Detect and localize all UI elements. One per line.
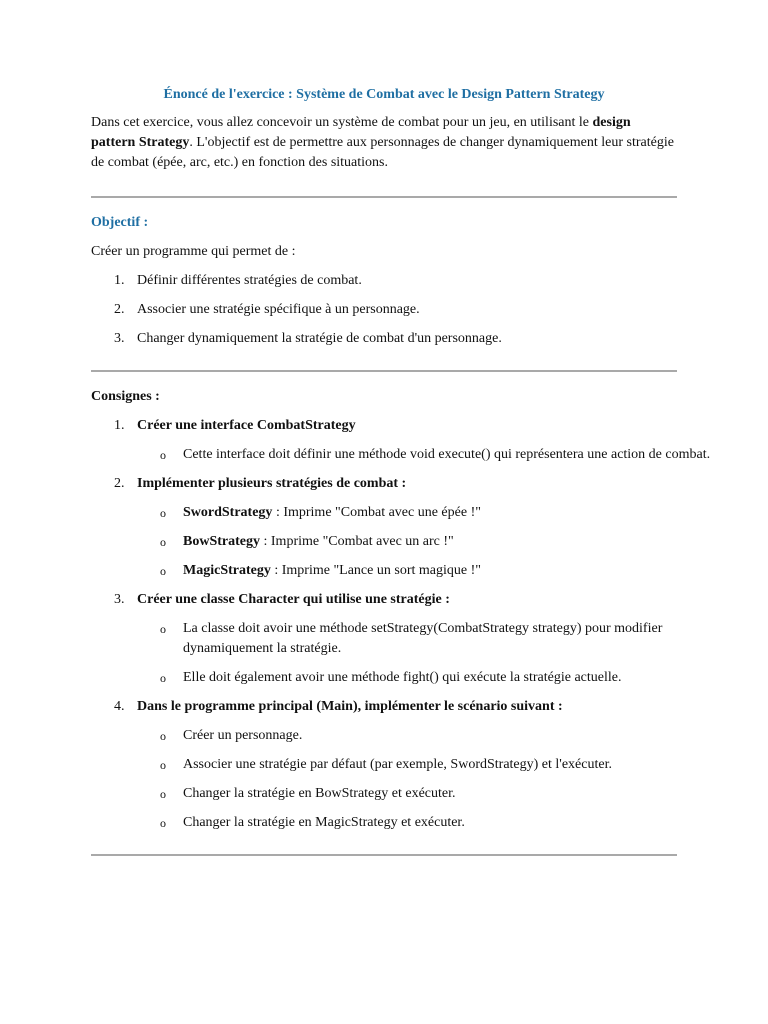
sub-item	[91, 445, 723, 465]
sub-list	[137, 445, 711, 465]
sub-list	[137, 503, 677, 581]
consigne-step	[91, 590, 677, 688]
circle-bullet-icon: o	[160, 787, 166, 801]
sub-list	[137, 726, 677, 833]
objectif-item-text: Changer dynamiquement la stratégie de combat d'un personnage.	[137, 331, 502, 346]
circle-bullet-icon: o	[160, 448, 166, 462]
document-title: Énoncé de l'exercice : Système de Combat avec le Design Pattern Strategy	[163, 87, 605, 102]
consigne-step	[91, 474, 677, 581]
consigne-step	[91, 697, 677, 833]
sub-item	[91, 726, 723, 746]
list-number: 2.	[114, 302, 125, 317]
consigne-step-title: Créer une interface CombatStrategy	[137, 418, 356, 433]
objectif-lead: Créer un programme qui permet de :	[91, 244, 296, 259]
list-number: 4.	[114, 699, 125, 714]
list-number: 3.	[114, 331, 125, 346]
sub-item-text: Créer un personnage.	[183, 728, 303, 743]
sub-item	[91, 813, 723, 833]
document-content	[91, 85, 711, 856]
sub-item	[91, 619, 723, 659]
list-number: 1.	[114, 273, 125, 288]
intro-bold-term: design pattern Strategy	[91, 115, 631, 150]
sub-item	[91, 755, 723, 775]
sub-item	[91, 532, 723, 552]
intro-text-start: Dans cet exercice, vous allez concevoir un système de combat pour un jeu, en utilisant le	[91, 115, 593, 130]
objectif-list	[91, 271, 677, 349]
horizontal-rule	[91, 854, 677, 856]
sub-item-text: : Imprime "Lance un sort magique !"	[270, 563, 481, 578]
consigne-step-title: Dans le programme principal (Main), implémenter le scénario suivant :	[137, 699, 563, 714]
sub-item-text: : Imprime "Combat avec un arc !"	[260, 534, 454, 549]
sub-item-text: Associer une stratégie par défaut (par exemple, SwordStrategy) et l'exécuter.	[183, 757, 612, 772]
intro-paragraph	[91, 113, 677, 173]
consigne-step-title: Créer une classe Character qui utilise une stratégie :	[137, 592, 450, 607]
sub-item-bold: MagicStrategy	[183, 563, 271, 578]
sub-item-text: Changer la stratégie en BowStrategy et exécuter.	[183, 786, 456, 801]
sub-item	[91, 784, 723, 804]
circle-bullet-icon: o	[160, 564, 166, 578]
sub-item-text: Changer la stratégie en MagicStrategy et exécuter.	[183, 815, 465, 830]
consigne-step	[91, 416, 711, 465]
circle-bullet-icon: o	[160, 758, 166, 772]
objectif-item	[91, 271, 677, 291]
circle-bullet-icon: o	[160, 506, 166, 520]
list-number: 2.	[114, 476, 125, 491]
objectif-heading: Objectif :	[91, 215, 149, 230]
objectif-item	[91, 329, 677, 349]
consignes-heading: Consignes :	[91, 389, 160, 404]
circle-bullet-icon: o	[160, 671, 166, 685]
sub-item	[91, 561, 723, 581]
circle-bullet-icon: o	[160, 816, 166, 830]
sub-item-text: Elle doit également avoir une méthode fight() qui exécute la stratégie actuelle.	[183, 670, 622, 685]
objectif-item	[91, 300, 677, 320]
circle-bullet-icon: o	[160, 622, 166, 636]
sub-list	[137, 619, 677, 688]
sub-item-text: La classe doit avoir une méthode setStrategy(CombatStrategy strategy) pour modifier dynamiquement la stratégie.	[183, 621, 663, 656]
sub-item-bold: SwordStrategy	[183, 505, 273, 520]
list-number: 3.	[114, 592, 125, 607]
sub-item-text: Cette interface doit définir une méthode void execute() qui représentera une action de combat.	[183, 447, 711, 462]
consigne-step-title: Implémenter plusieurs stratégies de combat :	[137, 476, 407, 491]
sub-item-text: : Imprime "Combat avec une épée !"	[272, 505, 481, 520]
circle-bullet-icon: o	[160, 535, 166, 549]
list-number: 1.	[114, 418, 125, 433]
sub-item	[91, 668, 723, 688]
objectif-item-text: Définir différentes stratégies de combat.	[137, 273, 362, 288]
horizontal-rule	[91, 370, 677, 372]
circle-bullet-icon: o	[160, 729, 166, 743]
objectif-item-text: Associer une stratégie spécifique à un personnage.	[137, 302, 420, 317]
intro-text-end: . L'objectif est de permettre aux personnages de changer dynamiquement leur stratégie de combat (épée, arc, etc.) en fonction des situations.	[91, 135, 674, 170]
consignes-list	[91, 416, 711, 833]
sub-item-bold: BowStrategy	[183, 534, 260, 549]
sub-item	[91, 503, 723, 523]
horizontal-rule	[91, 196, 677, 198]
